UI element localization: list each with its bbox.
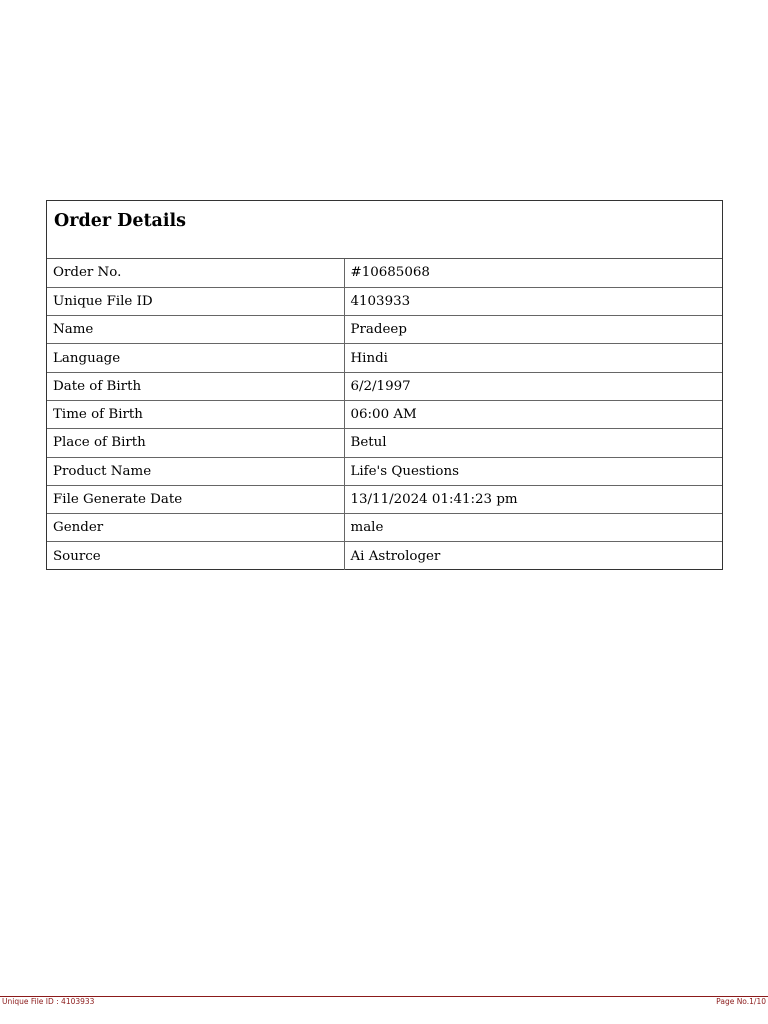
table-row <box>47 316 722 344</box>
table-row <box>47 259 722 287</box>
row-label: Unique File ID <box>47 287 344 315</box>
row-label: Time of Birth <box>47 400 344 428</box>
row-value: 4103933 <box>344 287 722 315</box>
row-value: #10685068 <box>344 259 722 287</box>
footer-file-id: Unique File ID : 4103933 <box>2 997 95 1006</box>
row-label: Date of Birth <box>47 372 344 400</box>
row-label: Source <box>47 542 344 570</box>
table-row <box>47 429 722 457</box>
order-details-box <box>46 200 723 570</box>
row-value: Ai Astrologer <box>350 548 441 564</box>
row-value: Life's Questions <box>344 457 722 485</box>
row-value: 06:00 AM <box>344 400 722 428</box>
row-value: Pradeep <box>344 316 722 344</box>
table-row <box>47 514 722 542</box>
row-value: Hindi <box>344 344 722 372</box>
row-label: Product Name <box>47 457 344 485</box>
table-row <box>47 287 722 315</box>
row-label: Gender <box>47 514 344 542</box>
footer-divider <box>0 996 768 997</box>
row-value: male <box>344 514 722 542</box>
row-value: 13/11/2024 01:41:23 pm <box>344 485 722 513</box>
row-label: Order No. <box>47 259 344 287</box>
row-label: Name <box>47 316 344 344</box>
table-row <box>47 485 722 513</box>
row-value: Betul <box>344 429 722 457</box>
order-details-table <box>47 259 722 570</box>
table-row <box>47 372 722 400</box>
row-value: 6/2/1997 <box>344 372 722 400</box>
table-row <box>47 344 722 372</box>
row-label: Place of Birth <box>47 429 344 457</box>
order-details-header <box>47 201 722 259</box>
footer-page-number: Page No.1/10 <box>716 997 766 1006</box>
table-row <box>47 542 722 570</box>
table-row <box>47 400 722 428</box>
row-label: File Generate Date <box>47 485 344 513</box>
table-row <box>47 457 722 485</box>
order-details-title: Order Details <box>54 211 187 231</box>
row-label: Language <box>47 344 344 372</box>
